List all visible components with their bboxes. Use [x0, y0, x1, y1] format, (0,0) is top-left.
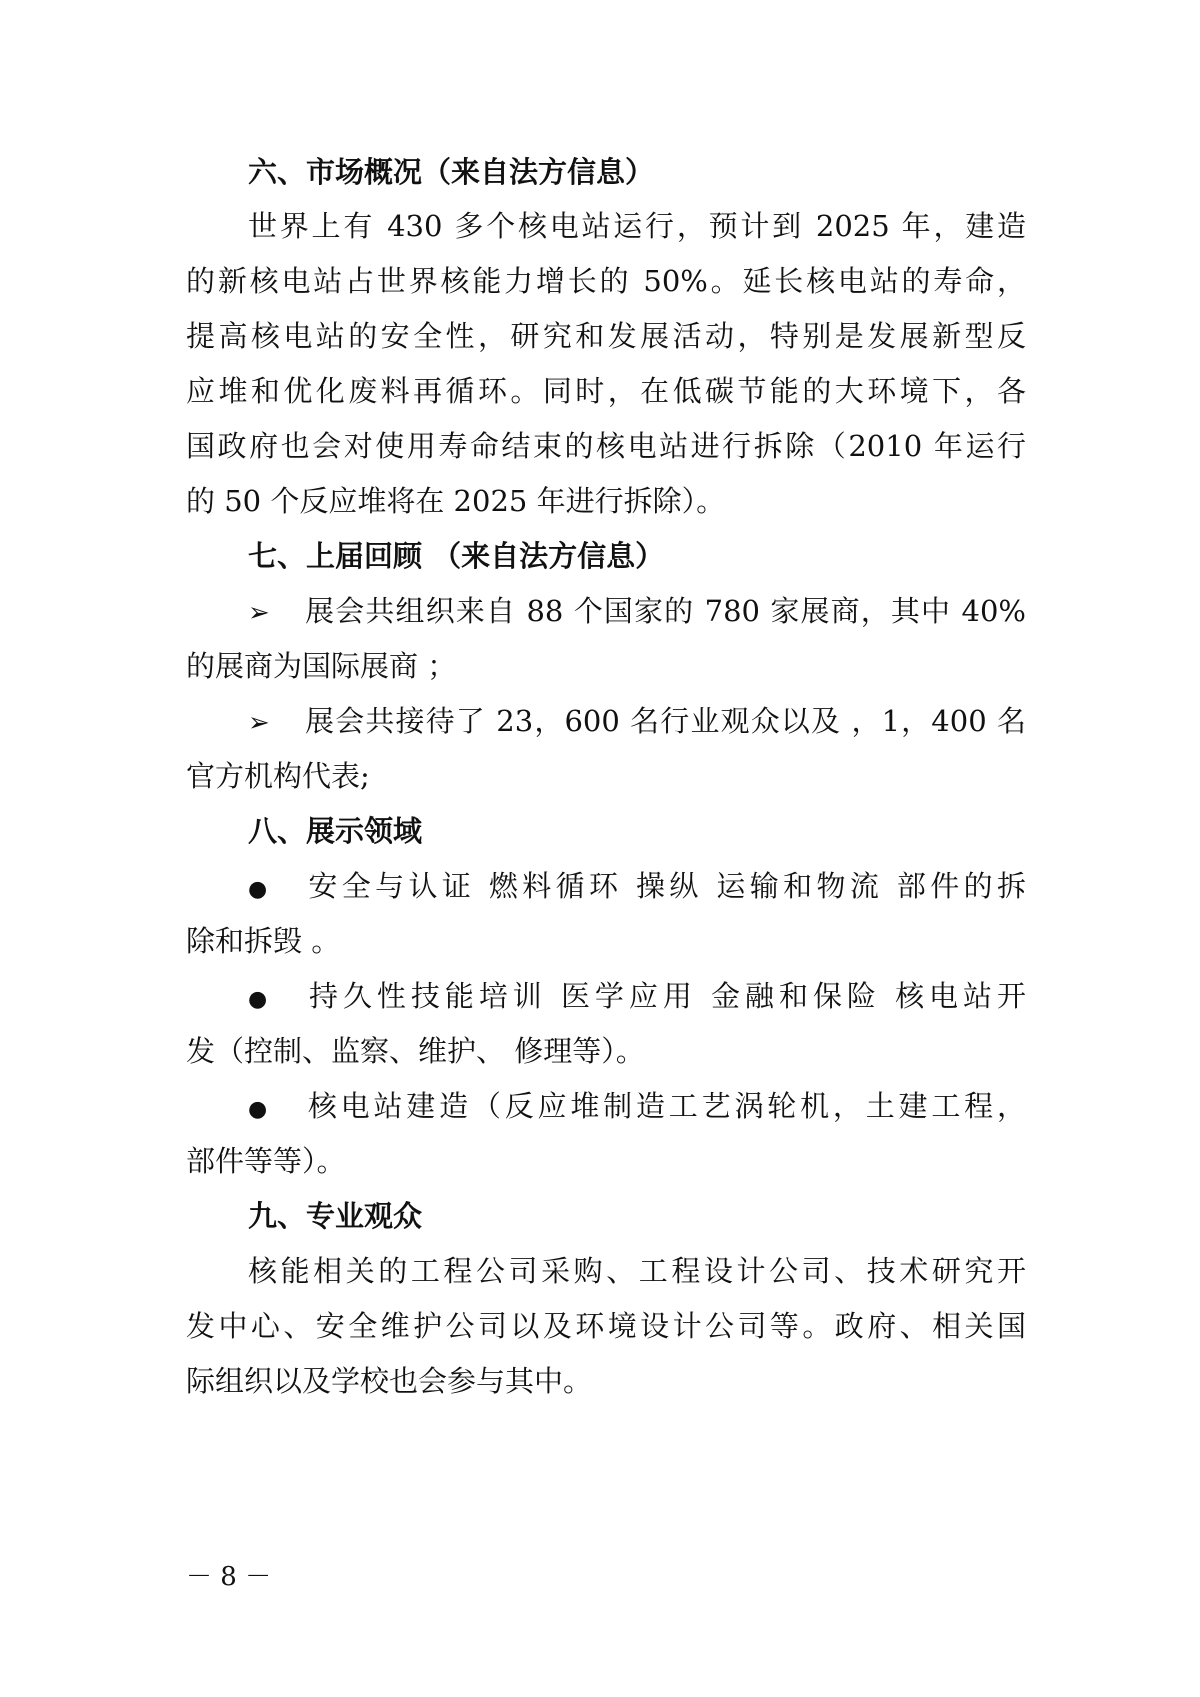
section-6-line-3: 提高核电站的安全性，研究和发展活动，特别是发展新型反	[186, 319, 1026, 353]
section-8-bullet-3-continuation: 部件等等）。	[186, 1144, 346, 1178]
section-9-line-2: 发中心、安全维护公司以及环境设计公司等。政府、相关国	[186, 1309, 1026, 1343]
section-6-heading: 六、市场概况（来自法方信息）	[248, 155, 655, 189]
section-6-line-1: 世界上有 430 多个核电站运行，预计到 2025 年，建造	[248, 209, 1026, 243]
dot-bullet-icon: ●	[248, 987, 268, 1012]
section-8-bullet-1-text: 安全与认证 燃料循环 操纵 运输和物流 部件的拆	[304, 869, 1026, 903]
section-8-bullet-2-text: 持久性技能培训 医学应用 金融和保险 核电站开	[304, 979, 1026, 1013]
section-6-line-6: 的 50 个反应堆将在 2025 年进行拆除）。	[186, 484, 726, 518]
dot-bullet-icon: ●	[248, 1097, 268, 1122]
section-7-bullet-1	[248, 589, 1026, 633]
section-7-bullet-2	[248, 699, 1026, 743]
section-9-line-3: 际组织以及学校也会参与其中。	[186, 1364, 593, 1398]
section-7-bullet-2-text: 展会共接待了 23，600 名行业观众以及 ，1，400 名	[304, 704, 1026, 738]
page-number: － 8 －	[186, 1562, 272, 1592]
section-7-heading: 七、上届回顾 （来自法方信息）	[248, 539, 665, 573]
section-6-line-2: 的新核电站占世界核能力增长的 50%。延长核电站的寿命，	[186, 264, 1026, 298]
section-9-line-1: 核能相关的工程公司采购、工程设计公司、技术研究开	[248, 1254, 1026, 1288]
arrow-bullet-icon: ➢	[248, 598, 270, 628]
section-7-bullet-1-continuation: 的展商为国际展商 ；	[186, 649, 457, 683]
section-8-heading: 八、展示领域	[248, 814, 423, 848]
section-7-bullet-2-continuation: 官方机构代表;	[186, 759, 370, 793]
section-8-bullet-3	[248, 1084, 1026, 1128]
section-8-bullet-1	[248, 864, 1026, 908]
section-8-bullet-1-continuation: 除和拆毁 。	[186, 924, 341, 958]
dot-bullet-icon: ●	[248, 877, 268, 902]
section-7-bullet-1-text: 展会共组织来自 88 个国家的 780 家展商，其中 40%	[304, 594, 1026, 628]
section-6-line-4: 应堆和优化废料再循环。同时，在低碳节能的大环境下，各	[186, 374, 1026, 408]
section-8-bullet-2-continuation: 发（控制、监察、维护、 修理等）。	[186, 1034, 645, 1068]
section-8-bullet-2	[248, 974, 1026, 1018]
section-9-heading: 九、专业观众	[248, 1199, 423, 1233]
arrow-bullet-icon: ➢	[248, 708, 270, 738]
section-8-bullet-3-text: 核电站建造（反应堆制造工艺涡轮机，土建工程，	[304, 1089, 1026, 1123]
section-6-line-5: 国政府也会对使用寿命结束的核电站进行拆除（2010 年运行	[186, 429, 1026, 463]
